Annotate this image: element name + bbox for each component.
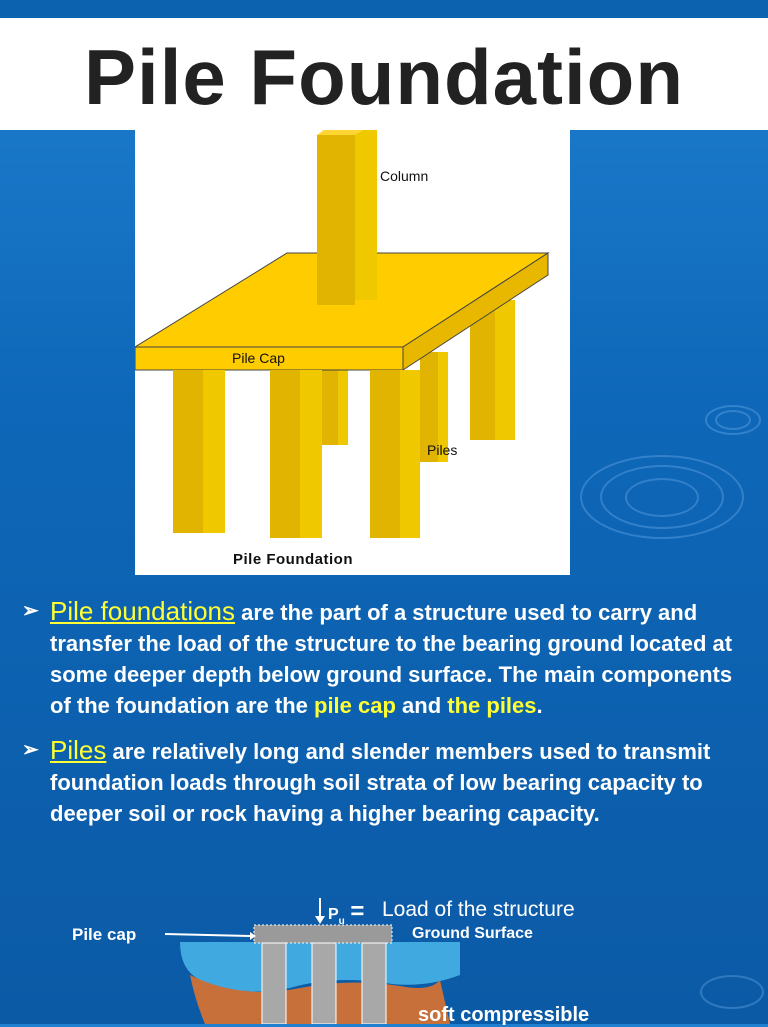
pile-cap-pointer bbox=[165, 934, 250, 936]
bottom-diagram bbox=[0, 880, 768, 1024]
back-pile bbox=[320, 360, 348, 445]
bullet-text: . bbox=[536, 693, 543, 718]
highlight-term: pile cap bbox=[314, 693, 396, 718]
load-text: Load of the structure bbox=[382, 898, 575, 921]
front-pile bbox=[270, 370, 322, 538]
bottom-pile-cap bbox=[254, 925, 392, 943]
arrow-bullet-icon: ➢ bbox=[22, 600, 39, 622]
bullet-item bbox=[22, 735, 752, 829]
pile-cap-text: Pile cap bbox=[72, 925, 137, 944]
key-term: Piles bbox=[50, 735, 107, 765]
piles-label: Piles bbox=[427, 442, 458, 458]
figure-caption: Pile Foundation bbox=[233, 551, 353, 568]
ripple-decoration bbox=[625, 478, 699, 517]
bullet-text: are relatively long and slender members used to transmit foundation loads through soil strata of low bearing capacity to deeper soil or rock having a higher bearing capacity. bbox=[50, 739, 711, 826]
highlight-term: the piles bbox=[447, 693, 537, 718]
bottom-pile bbox=[262, 943, 286, 1024]
load-symbol: P bbox=[328, 906, 339, 923]
front-pile bbox=[370, 370, 420, 538]
ripple-decoration bbox=[715, 410, 751, 430]
ground-surface-text: Ground Surface bbox=[412, 925, 533, 942]
load-label bbox=[328, 898, 364, 927]
pile-cap-label: Pile Cap bbox=[232, 350, 285, 366]
bullet-text: are the part of a structure used to carry and transfer the load of the structure to the bearing ground located at some deeper depth below ground surface. The main components of the foundation are the bbox=[50, 600, 733, 718]
top-bar bbox=[0, 0, 768, 18]
bottom-pile bbox=[312, 943, 336, 1024]
bullet-item bbox=[22, 596, 752, 721]
load-subscript: u bbox=[338, 916, 345, 927]
column-label: Column bbox=[380, 168, 429, 184]
key-term: Pile foundations bbox=[50, 596, 236, 626]
soft-soil-text: soft compressible bbox=[418, 1004, 590, 1026]
arrow-bullet-icon: ➢ bbox=[22, 739, 39, 761]
title-box bbox=[0, 18, 768, 130]
pile-foundation-drawing bbox=[135, 130, 570, 575]
load-arrow-head bbox=[315, 916, 325, 924]
slide-title: Pile Foundation bbox=[84, 33, 684, 121]
bottom-pile bbox=[362, 943, 386, 1024]
bullet-list bbox=[22, 596, 752, 843]
pile-foundation-figure bbox=[135, 130, 570, 575]
equals-sign: = bbox=[350, 898, 365, 925]
column bbox=[317, 130, 377, 305]
front-pile bbox=[173, 370, 225, 533]
bullet-text: and bbox=[395, 693, 448, 718]
